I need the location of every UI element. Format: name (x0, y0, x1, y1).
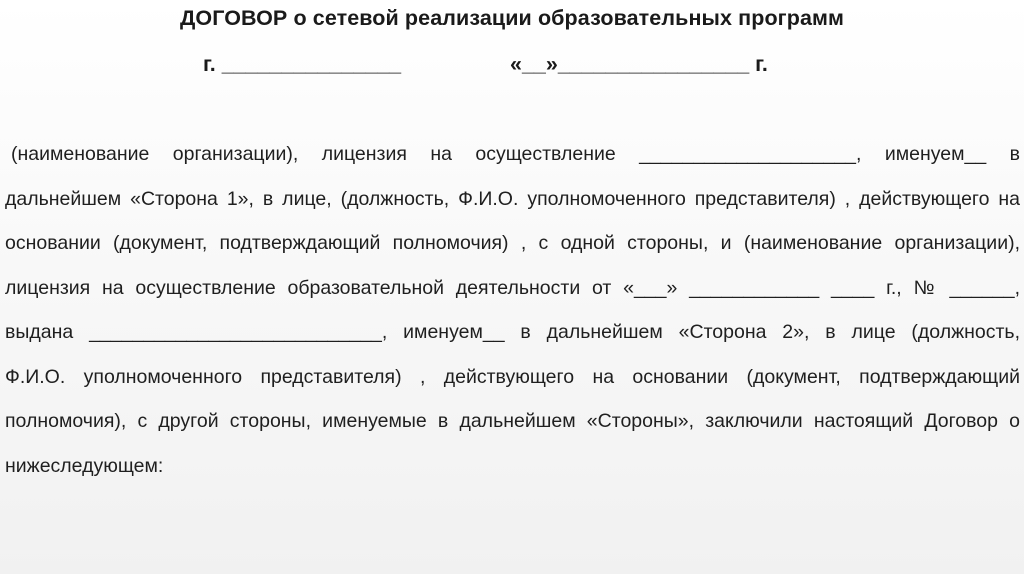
contract-preamble (5, 132, 1020, 488)
document-title: ДОГОВОР о сетевой реализации образовательных программ (179, 6, 845, 30)
preamble-text: (наименование организации), лицензия на осуществление ____________________, именуем__ в дальнейшем «Сторона 1», в лице, (должность, Ф.И.О. уполномоченного представителя) , действующего на основании (документ, подтверждающий полномочия) , с одной стороны, и (наименование организации), лицензия на осуществление образовательной деятельности от «___» ____________ ____ г., № ______, выдана ___________________________, именуем__ в дальнейшем «Сторона 2», в лице (должность, Ф.И.О. уполномоченного представителя) , действующего на основании (документ, подтверждающий полномочия), с другой стороны, именуемые в дальнейшем «Стороны», заключили настоящий Договор о нижеследующем: (5, 143, 1020, 477)
place-date-line (0, 50, 1024, 78)
date-field: «__»________________ г. (510, 52, 768, 76)
place-field: г. _______________ (203, 52, 402, 76)
